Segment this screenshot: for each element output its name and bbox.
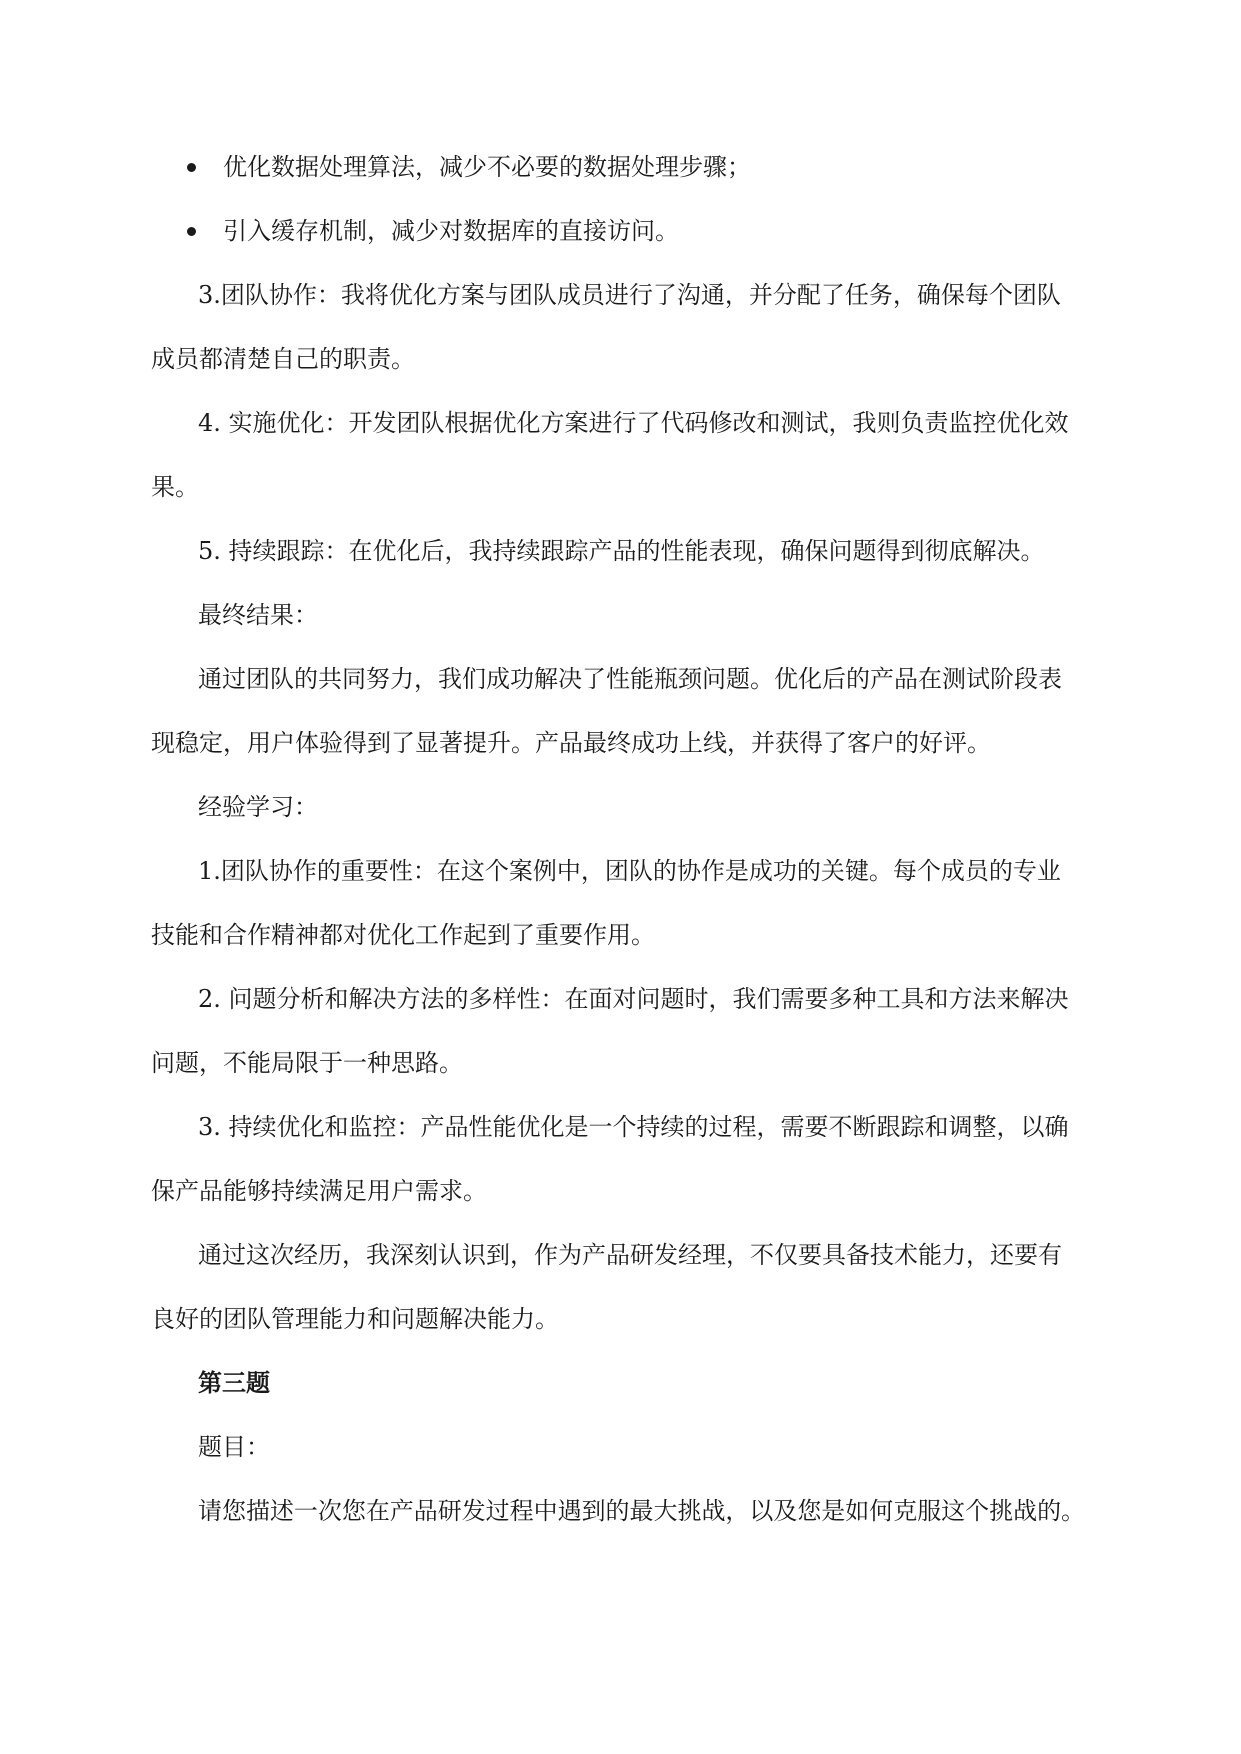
- question-text: 请您描述一次您在产品研发过程中遇到的最大挑战，以及您是如何克服这个挑战的。: [198, 1497, 1086, 1525]
- paragraph-line: 现稳定，用户体验得到了显著提升。产品最终成功上线，并获得了客户的好评。: [151, 729, 991, 757]
- paragraph-line: 4. 实施优化：开发团队根据优化方案进行了代码修改和测试，我则负责监控优化效: [198, 409, 1069, 437]
- paragraph-line: 良好的团队管理能力和问题解决能力。: [151, 1305, 559, 1333]
- subheading-final-result: 最终结果：: [198, 601, 318, 629]
- bullet-dot: [187, 227, 196, 236]
- paragraph-line: 3. 持续优化和监控：产品性能优化是一个持续的过程，需要不断跟踪和调整，以确: [198, 1113, 1069, 1141]
- paragraph-line: 3.团队协作：我将优化方案与团队成员进行了沟通，并分配了任务，确保每个团队: [198, 281, 1061, 309]
- paragraph-line: 通过团队的共同努力，我们成功解决了性能瓶颈问题。优化后的产品在测试阶段表: [198, 665, 1062, 693]
- bullet-item-text: 优化数据处理算法，减少不必要的数据处理步骤；: [223, 153, 751, 181]
- section-heading: 第三题: [198, 1369, 270, 1397]
- paragraph-line: 2. 问题分析和解决方法的多样性：在面对问题时，我们需要多种工具和方法来解决: [198, 985, 1069, 1013]
- paragraph-line: 问题，不能局限于一种思路。: [151, 1049, 463, 1077]
- question-label: 题目：: [198, 1433, 270, 1461]
- bullet-item-text: 引入缓存机制，减少对数据库的直接访问。: [223, 217, 679, 245]
- paragraph-line: 通过这次经历，我深刻认识到，作为产品研发经理，不仅要具备技术能力，还要有: [198, 1241, 1062, 1269]
- paragraph-line: 果。: [151, 473, 199, 501]
- paragraph-line: 保产品能够持续满足用户需求。: [151, 1177, 487, 1205]
- paragraph-line: 成员都清楚自己的职责。: [151, 345, 415, 373]
- paragraph-line: 技能和合作精神都对优化工作起到了重要作用。: [151, 921, 655, 949]
- paragraph-line: 5. 持续跟踪：在优化后，我持续跟踪产品的性能表现，确保问题得到彻底解决。: [198, 537, 1045, 565]
- subheading-lessons: 经验学习：: [198, 793, 318, 821]
- paragraph-line: 1.团队协作的重要性：在这个案例中，团队的协作是成功的关键。每个成员的专业: [198, 857, 1061, 885]
- bullet-dot: [187, 163, 196, 172]
